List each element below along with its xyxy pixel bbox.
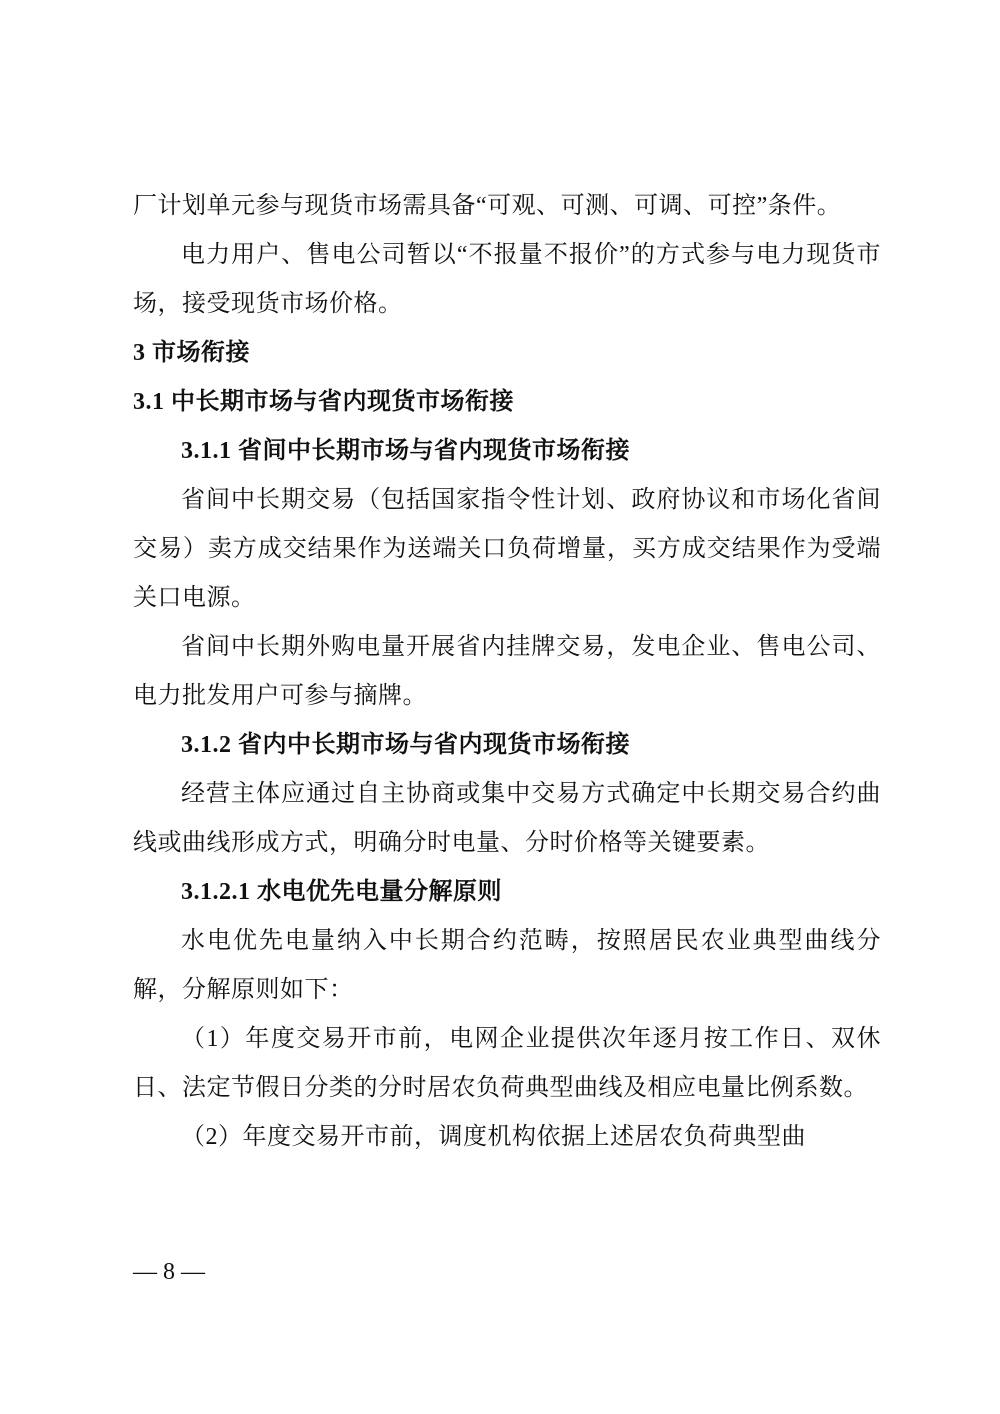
paragraph: 水电优先电量纳入中长期合约范畴，按照居民农业典型曲线分解，分解原则如下： — [133, 928, 881, 1003]
heading-section-3-1: 3.1 中长期市场与省内现货市场衔接 — [133, 389, 514, 415]
paragraph-list-item-1: （1）年度交易开市前，电网企业提供次年逐月按工作日、双休日、法定节假日分类的分时居农负荷典型曲线及相应电量比例系数。 — [133, 1026, 881, 1101]
heading-section-3-1-1: 3.1.1 省间中长期市场与省内现货市场衔接 — [181, 438, 630, 464]
paragraph-continuation: 厂计划单元参与现货市场需具备“可观、可测、可调、可控”条件。 — [133, 193, 842, 219]
paragraph: 省间中长期外购电量开展省内挂牌交易，发电企业、售电公司、电力批发用户可参与摘牌。 — [133, 634, 881, 709]
paragraph: 经营主体应通过自主协商或集中交易方式确定中长期交易合约曲线或曲线形成方式，明确分时电量、分时价格等关键要素。 — [133, 781, 881, 856]
heading-section-3-1-2: 3.1.2 省内中长期市场与省内现货市场衔接 — [181, 732, 630, 758]
page-number: — 8 — — [133, 1259, 205, 1285]
paragraph: 省间中长期交易（包括国家指令性计划、政府协议和市场化省间交易）卖方成交结果作为送端关口负荷增量，买方成交结果作为受端关口电源。 — [133, 487, 881, 611]
document-body — [133, 182, 881, 1162]
heading-section-3: 3 市场衔接 — [133, 340, 250, 366]
paragraph: 电力用户、售电公司暂以“不报量不报价”的方式参与电力现货市场，接受现货市场价格。 — [133, 242, 881, 317]
paragraph-list-item-2: （2）年度交易开市前，调度机构依据上述居农负荷典型曲 — [181, 1124, 806, 1150]
heading-section-3-1-2-1: 3.1.2.1 水电优先电量分解原则 — [181, 879, 502, 905]
